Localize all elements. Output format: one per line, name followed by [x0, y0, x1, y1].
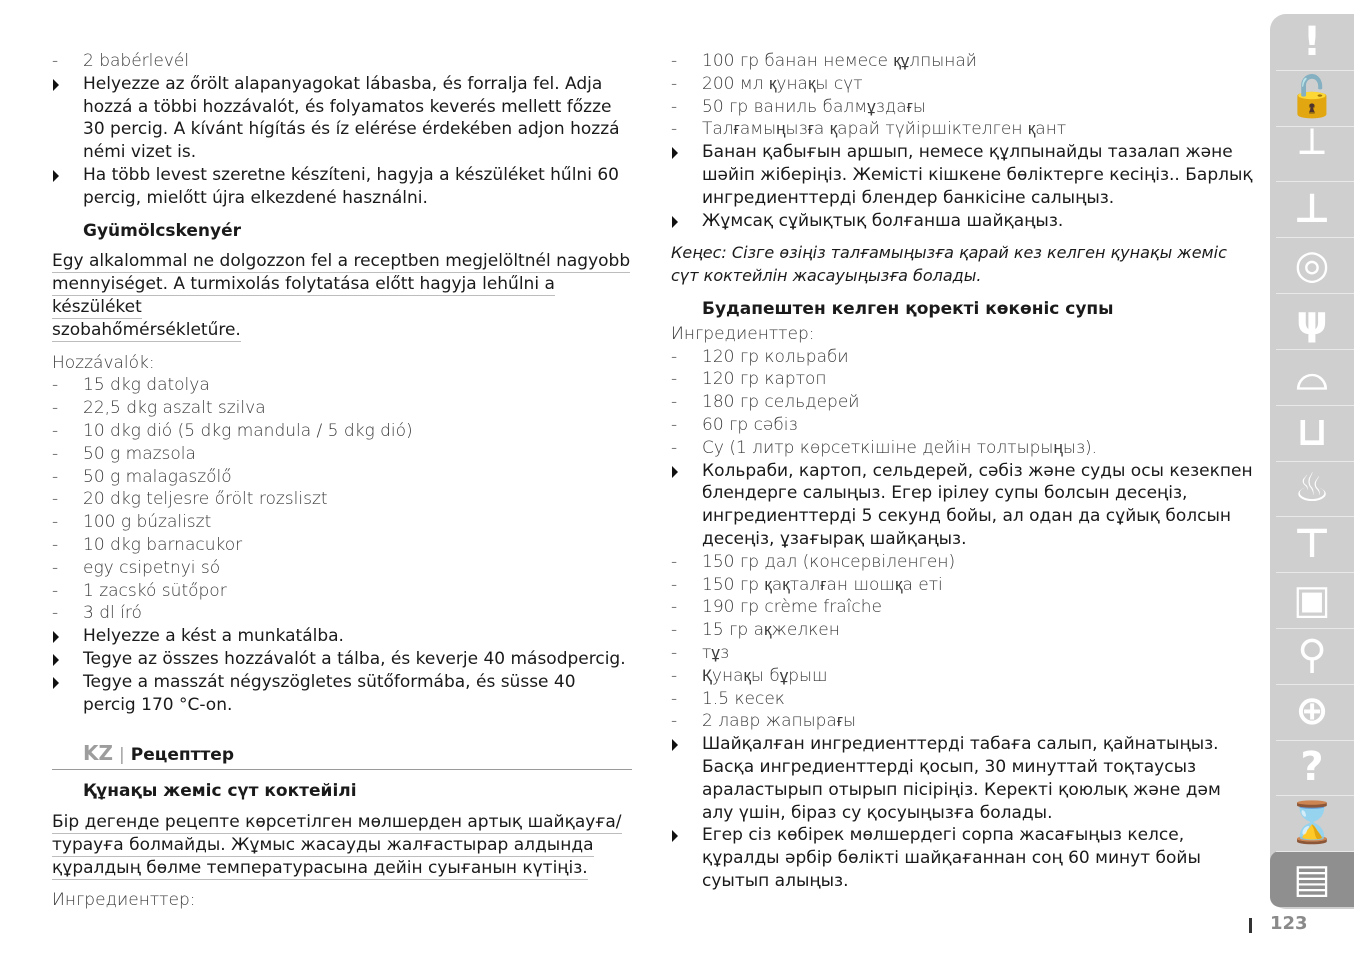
note2-paragraph	[52, 811, 632, 879]
section-code: KZ	[83, 741, 113, 766]
dash-item: - 15 гр ақжелкен	[671, 619, 1256, 642]
dash-item: - 10 dkg barnacukor	[52, 534, 632, 557]
question-icon: ?	[1300, 744, 1324, 791]
chapter-tab-bar	[1270, 14, 1354, 909]
bullet-item: Tegye a masszát négyszögletes sütőformába, és süsse 40 percig 170 °C-on.	[52, 671, 632, 717]
bullet-item: Кольраби, картоп, сельдерей, сәбіз және суды осы кезекпен блендерге салыңыз. Егер ірілеу супы болсын десеңіз, ингредиенттерді 5 секунд бойы, ал одан да сұйық болсын десеңіз, ұзағырақ шайқаңыз.	[671, 460, 1256, 551]
bullet-item: Tegye az összes hozzávalót a tálba, és keverje 40 másodpercig.	[52, 648, 632, 671]
bullet-item: Банан қабығын аршып, немесе құлпынайды тазалап және шәйіп жіберіңіз. Жемісті кішкене бөліктерге кесіңіз.. Барлық ингредиенттерді блендер банкісіне салыңыз.	[671, 141, 1256, 209]
note-line: турауға болмайды. Жұмыс жасауды жалғастырар алдында	[52, 834, 594, 855]
note-line: szobahőmérsékletűre.	[52, 319, 241, 340]
steps-list	[52, 625, 632, 716]
chapter-tab[interactable]	[1270, 461, 1354, 517]
dash-item: - 22,5 dkg aszalt szilva	[52, 397, 632, 420]
dash-item: - 1.5 кесек	[671, 688, 1256, 711]
tap-cleaning-icon: ⊤	[1293, 520, 1331, 567]
ingredients2-label: Ингредиенттер:	[52, 890, 196, 911]
chapter-tab[interactable]	[1270, 237, 1354, 293]
chapter-tab[interactable]	[1270, 349, 1354, 405]
knife-blade-icon: ⊥	[1293, 185, 1331, 232]
tab-divider	[1276, 461, 1354, 462]
bullet-item: Helyezze a kést a munkatálba.	[52, 625, 632, 648]
storage-box-icon: ▣	[1293, 576, 1331, 623]
dash-item: - Қунақы бұрыш	[671, 665, 1256, 688]
left-column	[52, 50, 632, 912]
bullet-item: Жұмсақ сұйықтық болғанша шайқаңыз.	[671, 210, 1256, 233]
dash-item: - Талғамыңызға қарай түйіршіктелген қант	[671, 118, 1256, 141]
page-number-bar	[1249, 918, 1252, 933]
world-wide-guarantee-icon: ⊕	[1295, 688, 1329, 735]
chapter-tab[interactable]	[1270, 684, 1354, 740]
tab-divider	[1276, 405, 1354, 406]
milkshake-list	[671, 50, 1256, 232]
bullet-item: Ha több levest szeretne készíteni, hagyja a készüléket hűlni 60 percig, mielőtt újra elkezdené használni.	[52, 164, 632, 210]
hourglass-icon: ⌛	[1287, 799, 1337, 846]
dash-item: - 2 лавр жапырағы	[671, 710, 1256, 733]
ingredients-label: Hozzávalók:	[52, 352, 155, 373]
note-line: Egy alkalommal ne dolgozzon fel a receptben megjelöltnél nagyobb	[52, 251, 631, 272]
bullet-item: Егер сіз көбірек мөлшердегі сорпа жасағыңыз келсе, құралды әрбір бөлікті шайқағаннан соң 60 минут бойы суытып алыңыз.	[671, 824, 1256, 892]
exclamation-icon: !	[1302, 18, 1322, 65]
chapter-tab[interactable]	[1270, 14, 1354, 70]
dash-item: - 200 мл қунақы сүт	[671, 73, 1256, 96]
recipe2-title: Құнақы жеміс сүт коктейілі	[83, 781, 357, 802]
chapter-tab[interactable]	[1270, 740, 1354, 796]
dash-item: - 3 dl író	[52, 602, 632, 625]
dash-item: - 2 babérlevél	[52, 50, 632, 73]
recipe-book-icon: ▤	[1293, 855, 1331, 902]
dash-item: - 60 гр сәбіз	[671, 414, 1256, 437]
dash-item: - 190 гр crème fraîche	[671, 596, 1256, 619]
bullet-item: Шайқалған ингредиенттерді табаға салып, қайнатыңыз. Басқа ингредиенттерді қосып, 30 минуттай тоқтаусыз араластырып отырып пісіріңіз. Керекті қоюлық және дәм алу үшін, біраз су қосуыңызға болады.	[671, 733, 1256, 824]
dash-item: - тұз	[671, 642, 1256, 665]
dash-item: - 150 гр дал (консервіленген)	[671, 551, 1256, 574]
note-paragraph	[52, 250, 632, 341]
chapter-tab[interactable]	[1270, 572, 1354, 628]
food-processor-icon: ♨	[1294, 465, 1330, 511]
tab-divider	[1276, 349, 1354, 350]
juicer-icon: ⌓	[1296, 353, 1328, 400]
tab-divider	[1276, 684, 1354, 685]
section-separator: |	[119, 745, 125, 766]
tab-divider	[1276, 572, 1354, 573]
tab-divider	[1276, 293, 1354, 294]
dash-item: - 50 g malagaszőlő	[52, 466, 632, 489]
chapter-tab[interactable]	[1270, 293, 1354, 349]
chapter-tab[interactable]	[1270, 70, 1354, 126]
tab-divider	[1276, 126, 1354, 127]
dash-item: - 20 dkg teljesre őrölt rozsliszt	[52, 488, 632, 511]
magnifier-icon: ⚲	[1297, 632, 1327, 679]
ingredients-list	[52, 374, 632, 625]
blender-blade-icon: ┴	[1299, 130, 1325, 177]
bullet-item: Helyezze az őrölt alapanyagokat lábasba, és forralja fel. Adja hozzá a többi hozzávalót, és folyamatos keverés mellett főzze 30 percig. A kívánt hígítás és íz elérése érdekében adjon hozzá némi vizet is.	[52, 73, 632, 164]
recipe-title: Gyümölcskenyér	[83, 220, 242, 241]
dash-item: - 50 g mazsola	[52, 443, 632, 466]
tab-divider	[1276, 851, 1354, 852]
dash-item: - 10 dkg dió (5 dkg mandula / 5 dkg dió)	[52, 420, 632, 443]
tab-divider	[1276, 181, 1354, 182]
unlock-icon: 🔓	[1287, 74, 1337, 121]
dash-item: - 50 гр ваниль балмұздағы	[671, 96, 1256, 119]
chapter-tab[interactable]	[1270, 181, 1354, 237]
tab-divider	[1276, 516, 1354, 517]
dash-item: - Су (1 литр көрсеткішіне дейін толтырыңыз).	[671, 437, 1256, 460]
dash-item: - egy csipetnyi só	[52, 557, 632, 580]
section-title: Рецепттер	[130, 745, 235, 766]
right-column	[671, 50, 1256, 893]
tab-divider	[1276, 237, 1354, 238]
chapter-tab[interactable]	[1270, 795, 1354, 851]
soup-ingredients-label: Ингредиенттер:	[671, 323, 815, 344]
chapter-tab[interactable]	[1270, 628, 1354, 684]
soup-list	[671, 346, 1256, 893]
tab-divider	[1276, 628, 1354, 629]
disc-icon: ◎	[1294, 241, 1330, 288]
tab-divider	[1276, 795, 1354, 796]
note-line: Бір дегенде рецепте көрсетілген мөлшерден артық шайқауға/	[52, 811, 622, 832]
tab-divider	[1276, 70, 1354, 71]
section-header	[52, 742, 632, 770]
tab-divider	[1276, 740, 1354, 741]
page-number: 123	[1270, 913, 1308, 934]
dash-item: - 100 гр банан немесе құлпынай	[671, 50, 1256, 73]
dash-item: - 180 гр сельдерей	[671, 391, 1256, 414]
dash-item: - 120 гр картоп	[671, 368, 1256, 391]
chapter-tab[interactable]	[1270, 405, 1354, 461]
soup-recipe-title: Будапештен келген қоректі көкөніс супы	[702, 298, 1114, 319]
dash-item: - 150 гр қақталған шошқа еті	[671, 574, 1256, 597]
note-line: mennyiséget. A turmixolás folytatása előtt hagyja lehűlni a készüléket	[52, 274, 555, 317]
chapter-tab[interactable]	[1270, 516, 1354, 572]
dash-item: - 1 zacskó sütőpor	[52, 580, 632, 603]
chapter-tab[interactable]	[1270, 126, 1354, 182]
jug-icon: ⊔	[1296, 409, 1328, 456]
dash-item: - 15 dkg datolya	[52, 374, 632, 397]
tip-text: Кеңес: Сізге өзіңіз талғамыңызға қарай кез келген қунақы жеміс сүт коктейлін жасауыңызға болады.	[671, 243, 1227, 286]
note-line: құралдың бөлме температурасына дейін суығанын күтіңіз.	[52, 857, 588, 878]
dash-item: - 120 гр кольраби	[671, 346, 1256, 369]
intro-list	[52, 50, 632, 210]
whisk-icon: ψ	[1296, 297, 1328, 344]
dash-item: - 100 g búzaliszt	[52, 511, 632, 534]
chapter-tab[interactable]	[1270, 851, 1354, 907]
